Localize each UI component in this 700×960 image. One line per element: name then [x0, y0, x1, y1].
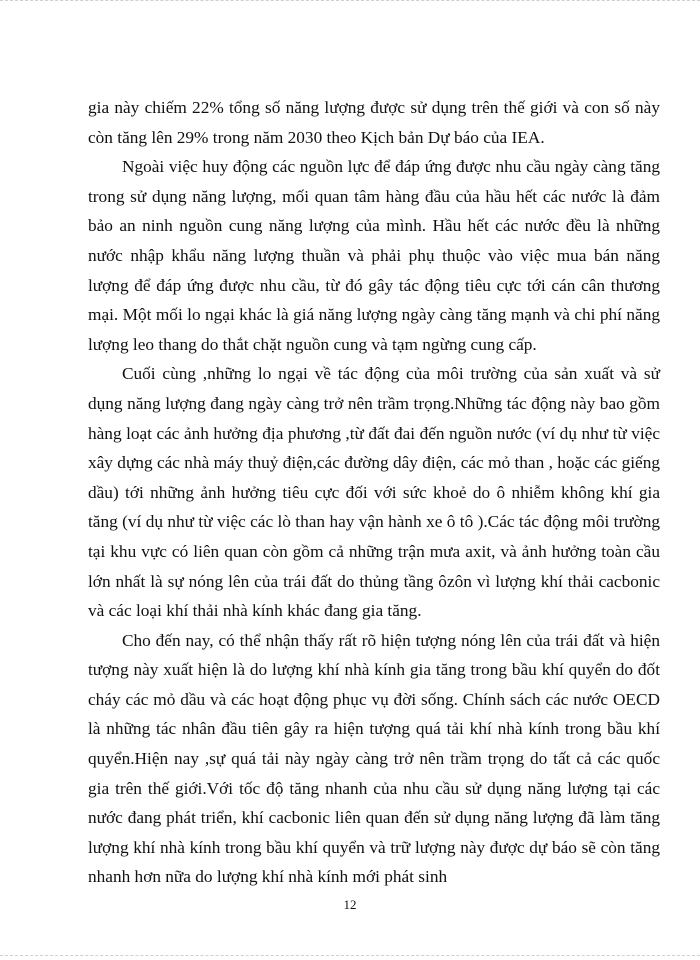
- paragraph-2: Ngoài việc huy động các nguồn lực để đáp ứng được nhu cầu ngày càng tăng trong sử dụng năng lượng, mối quan tâm hàng đầu của hầu hết các nước là đảm bảo an ninh nguồn cung năng lượng của mình. Hầu hết các nước đều là những nước nhập khẩu năng lượng thuần và phải phụ thuộc vào việc mua bán năng lượng để đáp ứng được nhu cầu, từ đó gây tác động tiêu cực tới cán cân thương mại. Một mối lo ngại khác là giá năng lượng ngày càng tăng mạnh và chi phí năng lượng leo thang do thắt chặt nguồn cung và tạm ngừng cung cấp.: [88, 157, 660, 354]
- paragraph-1: gia này chiếm 22% tổng số năng lượng được sử dụng trên thế giới và con số này còn tăng lên 29% trong năm 2030 theo Kịch bản Dự báo của IEA.: [88, 98, 660, 147]
- page-bottom-divider: [0, 955, 700, 956]
- paragraph-3: Cuối cùng ,những lo ngại về tác động của môi trường của sản xuất và sử dụng năng lượng đang ngày càng trở nên trầm trọng.Những tác động này bao gồm hàng loạt các ảnh hưởng địa phương ,từ đất đai đến nguồn nước (ví dụ như từ việc xây dựng các nhà máy thuỷ điện,các đường dây điện, các mỏ than , hoặc các giếng dầu) tới những ảnh hưởng tiêu cực đối với sức khoẻ do ô nhiễm không khí gia tăng (ví dụ như từ việc các lò than hay vận hành xe ô tô ).Các tác động môi trường tại khu vực có liên quan còn gồm cả những trận mưa axit, và ảnh hưởng toàn cầu lớn nhất là sự nóng lên của trái đất do thủng tầng ôzôn vì lượng khí thải cacbonic và các loại khí thải nhà kính khác đang gia tăng.: [88, 364, 660, 621]
- body-text: [88, 93, 660, 892]
- page-number: 12: [343, 897, 357, 912]
- paragraph-4: Cho đến nay, có thể nhận thấy rất rõ hiện tượng nóng lên của trái đất và hiện tượng này xuất hiện là do lượng khí nhà kính gia tăng trong bầu khí quyển do đốt cháy các mỏ dầu và các hoạt động phục vụ đời sống. Chính sách các nước OECD là những tác nhân đầu tiên gây ra hiện tượng quá tải khí nhà kính trong bầu khí quyển.Hiện nay ,sự quá tải này ngày càng trở nên trầm trọng do tất cả các quốc gia trên thế giới.Với tốc độ tăng nhanh của nhu cầu sử dụng năng lượng tại các nước đang phát triển, khí cacbonic liên quan đến sử dụng năng lượng đã làm tăng lượng khí nhà kính trong bầu khí quyển và trữ lượng này được dự báo sẽ còn tăng nhanh hơn nữa do lượng khí nhà kính mới phát sinh: [88, 630, 660, 887]
